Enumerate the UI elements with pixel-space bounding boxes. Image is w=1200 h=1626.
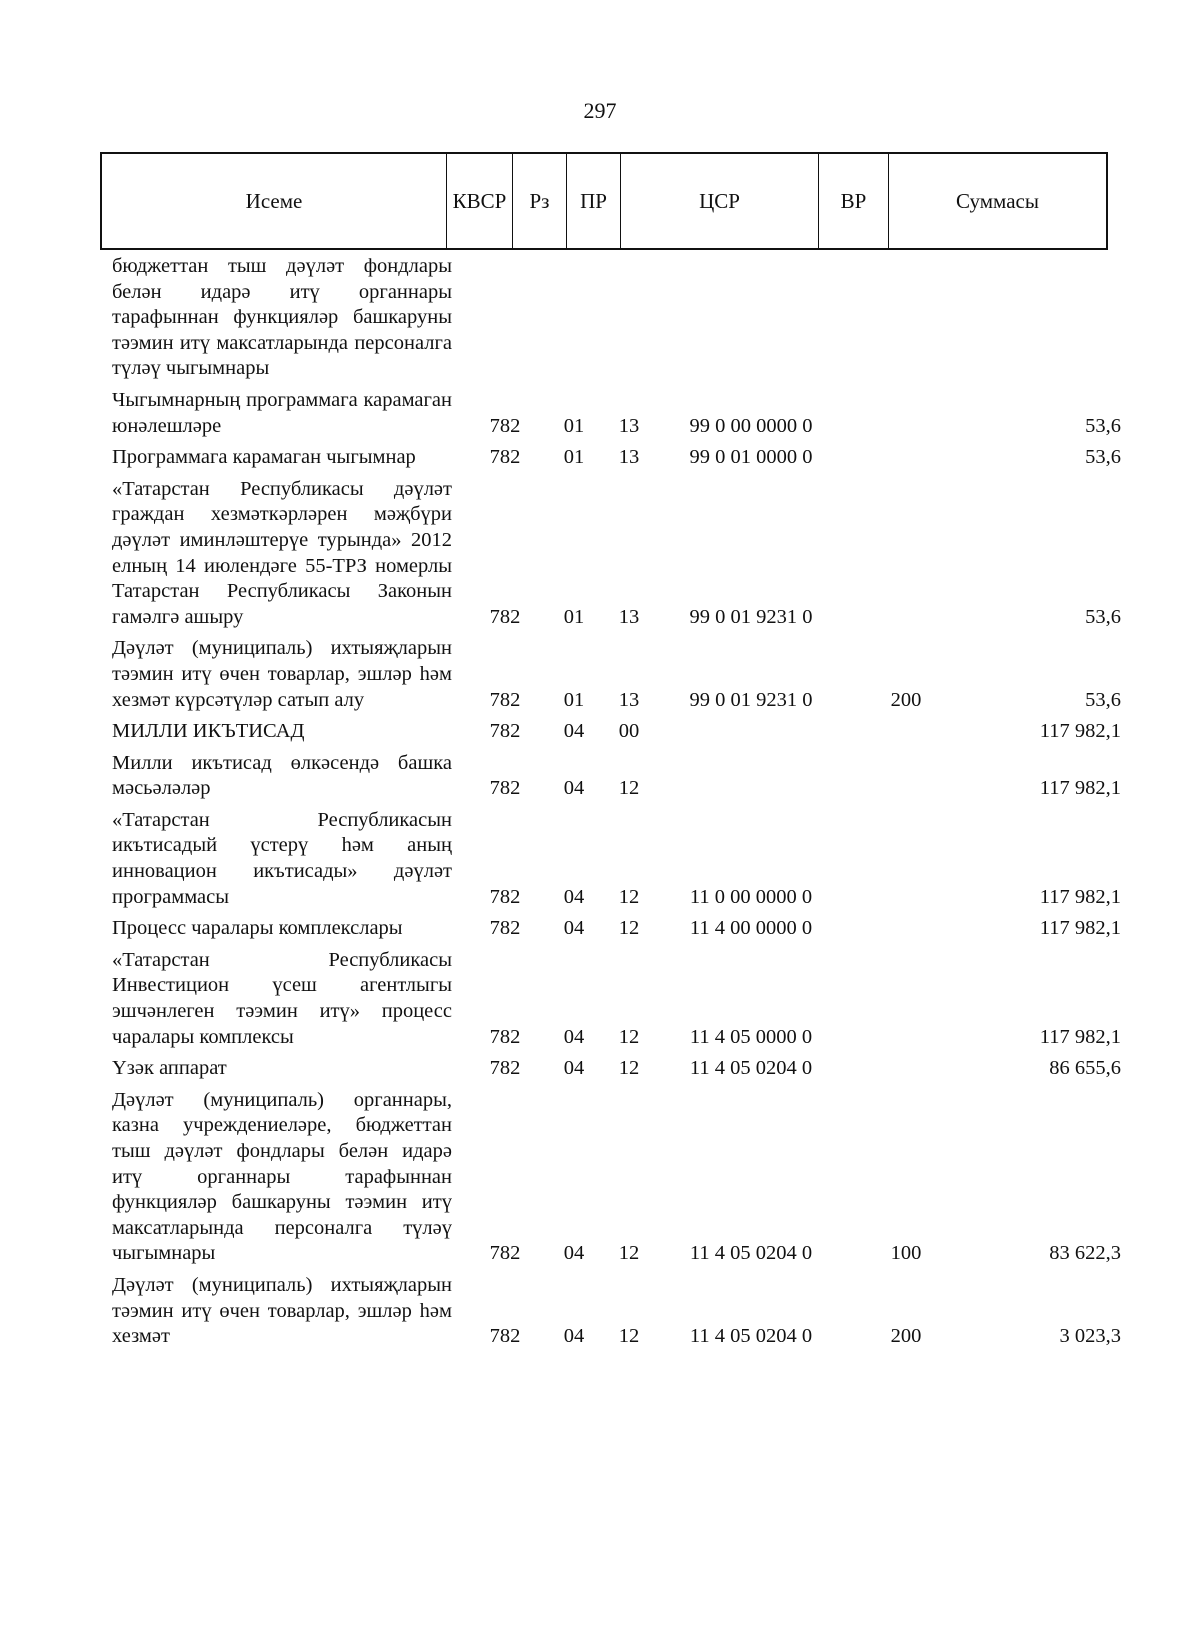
cell-sum: 53,6	[1085, 605, 1121, 628]
cell-vr: 100	[890, 1242, 922, 1265]
cell-vr: 200	[890, 1325, 922, 1348]
table-row	[0, 751, 1200, 802]
table-row	[0, 1056, 1200, 1082]
cell-name: бюджеттан тыш дәүләт фондлары белән идарә итү органнары тарафыннан функцияләр башкаруны тәэмин итү максатларында персоналга түләү чыгымнары	[112, 255, 452, 380]
table-row	[0, 1273, 1200, 1350]
cell-sum: 53,6	[1085, 688, 1121, 711]
cell-kvsr: 782	[489, 885, 521, 908]
column-header-pr: ПР	[566, 154, 620, 248]
cell-name: Үзәк аппарат	[112, 1057, 227, 1080]
cell-rz: 04	[563, 885, 585, 908]
table-body	[0, 254, 1200, 1356]
cell-sum: 117 982,1	[1039, 777, 1121, 800]
cell-name: Милли икътисад өлкәсендә башка мәсьәләләр	[112, 751, 452, 800]
cell-name: «Татарстан Республикасы Инвестицион үсеш агентлыгы эшчәнлеген тәэмин итү» процесс чаралары комплексы	[112, 948, 452, 1048]
cell-pr: 12	[618, 1325, 640, 1348]
cell-kvsr: 782	[489, 605, 521, 628]
column-header-vr: ВР	[818, 154, 888, 248]
cell-kvsr: 782	[489, 414, 521, 437]
cell-pr: 00	[618, 720, 640, 743]
table-row	[0, 445, 1200, 471]
table-row	[0, 388, 1200, 439]
table-row	[0, 719, 1200, 745]
cell-csr: 11 4 05 0204 0	[689, 1057, 813, 1080]
table-row	[0, 948, 1200, 1050]
cell-pr: 12	[618, 885, 640, 908]
cell-rz: 04	[563, 720, 585, 743]
cell-name: Дәүләт (муниципаль) ихтыяҗларын тәэмин итү өчен товарлар, эшләр һәм хезмәт	[112, 1273, 452, 1348]
cell-csr: 99 0 01 0000 0	[689, 446, 813, 469]
cell-name: Программага карамаган чыгымнар	[112, 446, 416, 469]
cell-csr: 99 0 01 9231 0	[689, 605, 813, 628]
column-header-kvsr: КВСР	[446, 154, 512, 248]
cell-rz: 04	[563, 1242, 585, 1265]
cell-kvsr: 782	[489, 1242, 521, 1265]
cell-csr: 11 4 05 0000 0	[689, 1025, 813, 1048]
cell-kvsr: 782	[489, 720, 521, 743]
cell-pr: 12	[618, 1057, 640, 1080]
cell-sum: 3 023,3	[1059, 1325, 1121, 1348]
cell-sum: 53,6	[1085, 414, 1121, 437]
cell-pr: 13	[618, 414, 640, 437]
cell-csr: 11 4 05 0204 0	[689, 1325, 813, 1348]
cell-sum: 117 982,1	[1039, 917, 1121, 940]
cell-name: «Татарстан Республикасын икътисадый үстерү һәм аның инновацион икътисады» дәүләт программасы	[112, 808, 452, 908]
cell-csr: 11 4 05 0204 0	[689, 1242, 813, 1265]
cell-pr: 12	[618, 1025, 640, 1048]
column-header-csr: ЦСР	[620, 154, 818, 248]
cell-rz: 01	[563, 605, 585, 628]
cell-kvsr: 782	[489, 917, 521, 940]
column-header-name: Исеме	[245, 188, 303, 213]
cell-kvsr: 782	[489, 446, 521, 469]
cell-sum: 53,6	[1085, 446, 1121, 469]
cell-sum: 86 655,6	[1049, 1057, 1121, 1080]
table-row	[0, 254, 1200, 382]
cell-rz: 04	[563, 777, 585, 800]
cell-name: Чыгымнарның программага карамаган юнәлешләре	[112, 388, 452, 437]
cell-pr: 13	[618, 446, 640, 469]
cell-pr: 13	[618, 605, 640, 628]
table-row	[0, 916, 1200, 942]
cell-csr: 11 0 00 0000 0	[689, 885, 813, 908]
cell-name: Дәүләт (муниципаль) органнары, казна учреждениеләре, бюджеттан тыш дәүләт фондлары белән идарә итү органнары тарафыннан функцияләр башкаруны тәэмин итү максатларында персоналга түләү чыгымнары	[112, 1088, 452, 1265]
page-number: 297	[583, 98, 617, 123]
cell-rz: 04	[563, 1325, 585, 1348]
table-row	[0, 636, 1200, 713]
cell-vr: 200	[890, 688, 922, 711]
cell-name: МИЛЛИ ИКЪТИСАД	[112, 720, 305, 743]
table-header	[100, 152, 1108, 250]
cell-rz: 01	[563, 414, 585, 437]
cell-rz: 01	[563, 688, 585, 711]
table-row	[0, 808, 1200, 910]
cell-kvsr: 782	[489, 1025, 521, 1048]
cell-kvsr: 782	[489, 688, 521, 711]
cell-sum: 117 982,1	[1039, 885, 1121, 908]
cell-pr: 12	[618, 1242, 640, 1265]
cell-rz: 04	[563, 1025, 585, 1048]
cell-name: Процесс чаралары комплекслары	[112, 917, 403, 940]
cell-kvsr: 782	[489, 777, 521, 800]
cell-csr: 99 0 00 0000 0	[689, 414, 813, 437]
table-row	[0, 1088, 1200, 1267]
cell-sum: 117 982,1	[1039, 720, 1121, 743]
cell-pr: 13	[618, 688, 640, 711]
column-header-sum: Суммасы	[888, 154, 1106, 248]
table-row	[0, 477, 1200, 631]
cell-rz: 04	[563, 917, 585, 940]
cell-rz: 01	[563, 446, 585, 469]
cell-sum: 83 622,3	[1049, 1242, 1121, 1265]
cell-pr: 12	[618, 917, 640, 940]
cell-csr: 99 0 01 9231 0	[689, 688, 813, 711]
cell-kvsr: 782	[489, 1325, 521, 1348]
cell-csr: 11 4 00 0000 0	[689, 917, 813, 940]
cell-name: Дәүләт (муниципаль) ихтыяҗларын тәэмин итү өчен товарлар, эшләр һәм хезмәт күрсәтүләр сатып алу	[112, 637, 452, 711]
column-header-rz: Рз	[512, 154, 566, 248]
cell-sum: 117 982,1	[1039, 1025, 1121, 1048]
cell-pr: 12	[618, 777, 640, 800]
cell-rz: 04	[563, 1057, 585, 1080]
cell-kvsr: 782	[489, 1057, 521, 1080]
cell-name: «Татарстан Республикасы дәүләт граждан хезмәткәрләрен мәҗбүри дәүләт иминләштерүе турында» 2012 елның 14 июлендәге 55-ТРЗ номерлы Татарстан Республикасы Законын гамәлгә ашыру	[112, 477, 452, 628]
